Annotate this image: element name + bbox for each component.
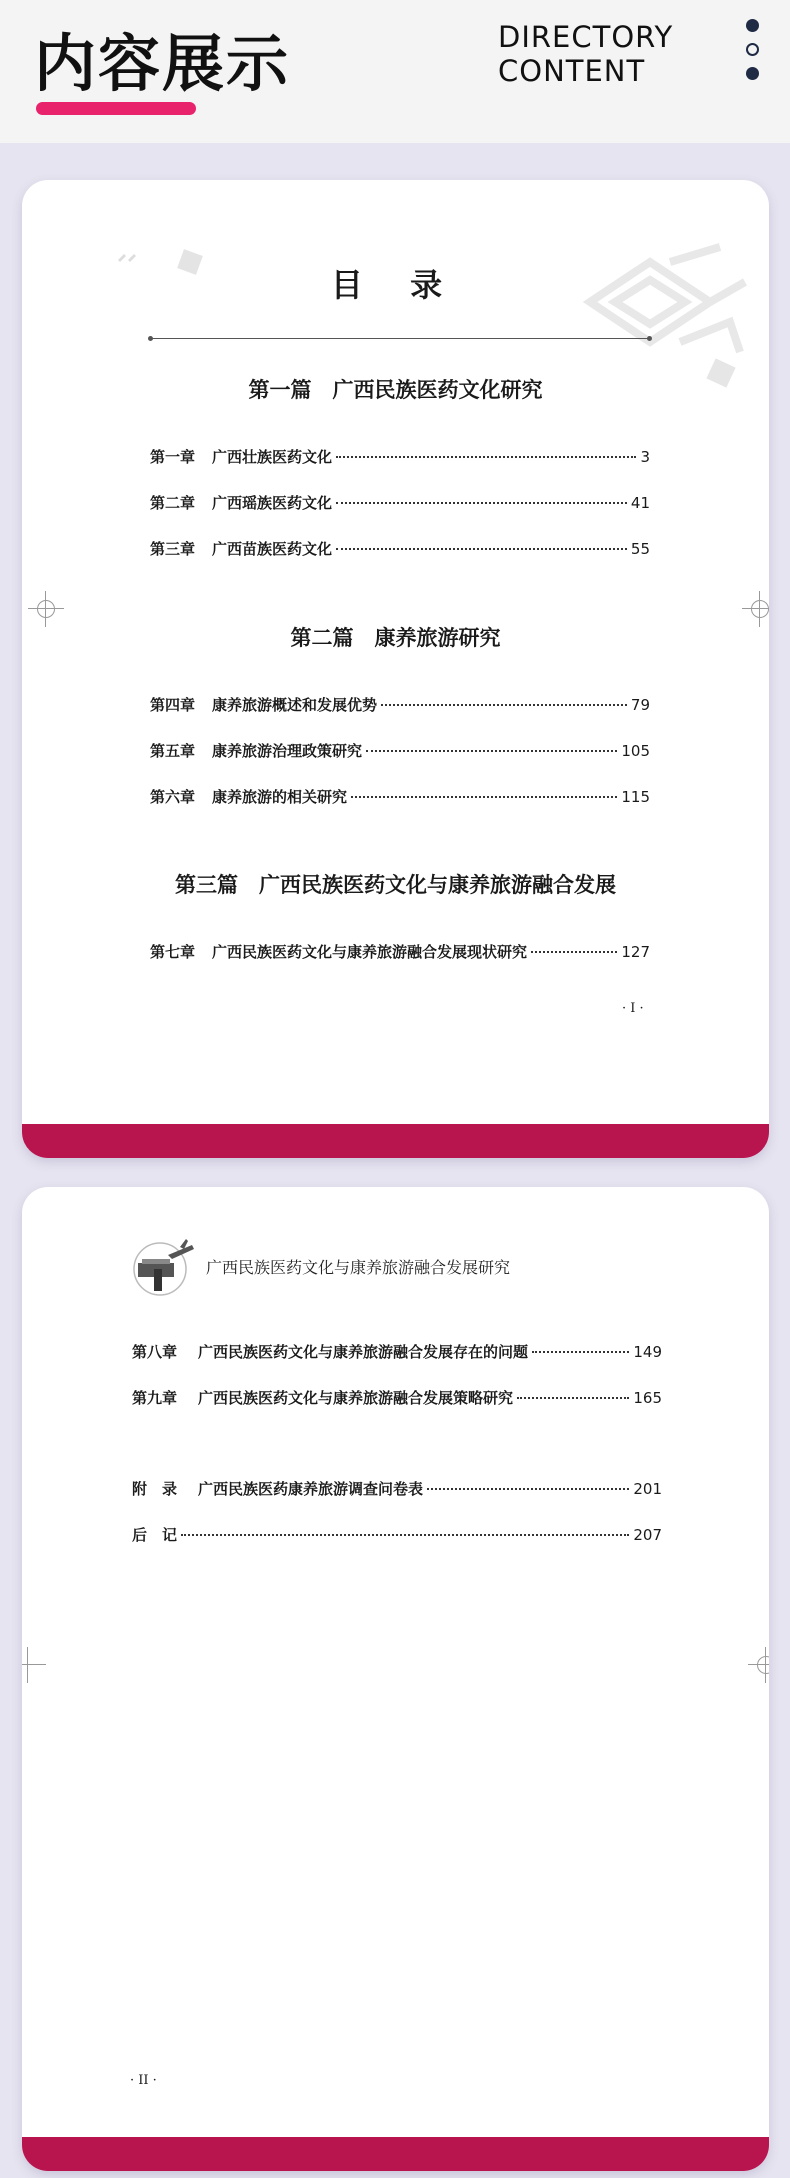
- crop-mark-icon: [22, 1647, 46, 1683]
- toc-entry[interactable]: [150, 538, 650, 559]
- chapter-name: 广西壮族医药文化: [212, 448, 333, 466]
- chapter-name: 康养旅游的相关研究: [212, 788, 348, 806]
- toc-entry[interactable]: [150, 446, 650, 467]
- chapter-name: 广西民族医药文化与康养旅游融合发展策略研究: [198, 1389, 514, 1407]
- folio: · I ·: [622, 1001, 644, 1016]
- page-number: 207: [633, 1526, 662, 1544]
- toc-entry[interactable]: [132, 1341, 662, 1362]
- chapter-number: 第六章: [150, 788, 196, 806]
- chapter-number: 第五章: [150, 742, 196, 760]
- toc-entry[interactable]: [150, 740, 650, 761]
- page-number: 105: [621, 742, 650, 760]
- chapter-number: 附 录: [132, 1480, 178, 1498]
- title-underline: [36, 102, 196, 115]
- running-head-title: 广西民族医药文化与康养旅游融合发展研究: [206, 1257, 511, 1277]
- page-number: 41: [630, 494, 650, 512]
- subtitle-line-1: DIRECTORY: [498, 20, 674, 54]
- dot-leader: [336, 456, 636, 458]
- section-subtitle: [498, 20, 673, 88]
- part-title: 第三篇 广西民族医药文化与康养旅游融合发展: [175, 872, 616, 897]
- part-title: 第一篇 广西民族医药文化研究: [248, 377, 543, 402]
- page-number: 165: [633, 1389, 662, 1407]
- chapter-name: 康养旅游治理政策研究: [212, 742, 363, 760]
- chapter-number: 第二章: [150, 494, 196, 512]
- chapter-name: 广西民族医药文化与康养旅游融合发展存在的问题: [198, 1343, 529, 1361]
- page-number: 115: [621, 788, 650, 806]
- page-number: 127: [621, 943, 650, 961]
- toc-entry[interactable]: [150, 492, 650, 513]
- chapter-name: 广西民族医药文化与康养旅游融合发展现状研究: [212, 943, 528, 961]
- running-head: [132, 1235, 510, 1297]
- dot-leader: [351, 796, 617, 798]
- page-number: 201: [633, 1480, 662, 1498]
- chapter-name: 广西苗族医药文化: [212, 540, 333, 558]
- chapter-number: 第七章: [150, 943, 196, 961]
- chapter-name: 广西瑶族医药文化: [212, 494, 333, 512]
- section-header: [0, 0, 790, 143]
- toc-entry[interactable]: [132, 1478, 662, 1499]
- toc-entry[interactable]: [150, 786, 650, 807]
- dot-filled-icon: [746, 19, 759, 32]
- dot-leader: [181, 1534, 629, 1536]
- chapter-number: 第四章: [150, 696, 196, 714]
- page-bottom-band: [22, 1124, 769, 1158]
- dot-leader: [532, 1351, 629, 1353]
- book-emblem-icon: [132, 1235, 198, 1297]
- part-title: 第二篇 康养旅游研究: [290, 625, 501, 650]
- chapter-name: 广西民族医药康养旅游调查问卷表: [198, 1480, 424, 1498]
- toc-entry[interactable]: [150, 694, 650, 715]
- subtitle-line-2: CONTENT: [498, 54, 646, 88]
- dot-leader: [517, 1397, 629, 1399]
- toc-entry[interactable]: [132, 1387, 662, 1408]
- title-divider: [150, 338, 650, 339]
- chapter-number: 第八章: [132, 1343, 178, 1361]
- page-number: 55: [630, 540, 650, 558]
- chapter-number: 第九章: [132, 1389, 178, 1407]
- dot-leader: [336, 502, 627, 504]
- dot-leader: [427, 1488, 629, 1490]
- chapter-number: 后 记: [132, 1526, 178, 1544]
- crop-mark-icon: [748, 1647, 769, 1683]
- dot-filled-icon: [746, 67, 759, 80]
- page-number: 149: [633, 1343, 662, 1361]
- toc-entry[interactable]: [132, 1524, 662, 1545]
- page-number: 3: [640, 448, 650, 466]
- page-number: 79: [630, 696, 650, 714]
- dot-leader: [336, 548, 627, 550]
- folio: · II ·: [130, 2073, 157, 2088]
- page-bottom-band: [22, 2137, 769, 2171]
- crop-mark-icon: [28, 591, 64, 627]
- toc-title: 目 录: [330, 266, 461, 304]
- dot-leader: [366, 750, 617, 752]
- chapter-number: 第三章: [150, 540, 196, 558]
- crop-mark-icon: [742, 591, 769, 627]
- dot-leader: [531, 951, 617, 953]
- chapter-name: 康养旅游概述和发展优势: [212, 696, 378, 714]
- section-title: 内容展示: [34, 27, 291, 100]
- book-page-1: [22, 180, 769, 1158]
- toc-entry[interactable]: [150, 941, 650, 962]
- chapter-number: 第一章: [150, 448, 196, 466]
- book-page-2: [22, 1187, 769, 2171]
- dot-leader: [381, 704, 627, 706]
- dot-hollow-icon: [746, 43, 759, 56]
